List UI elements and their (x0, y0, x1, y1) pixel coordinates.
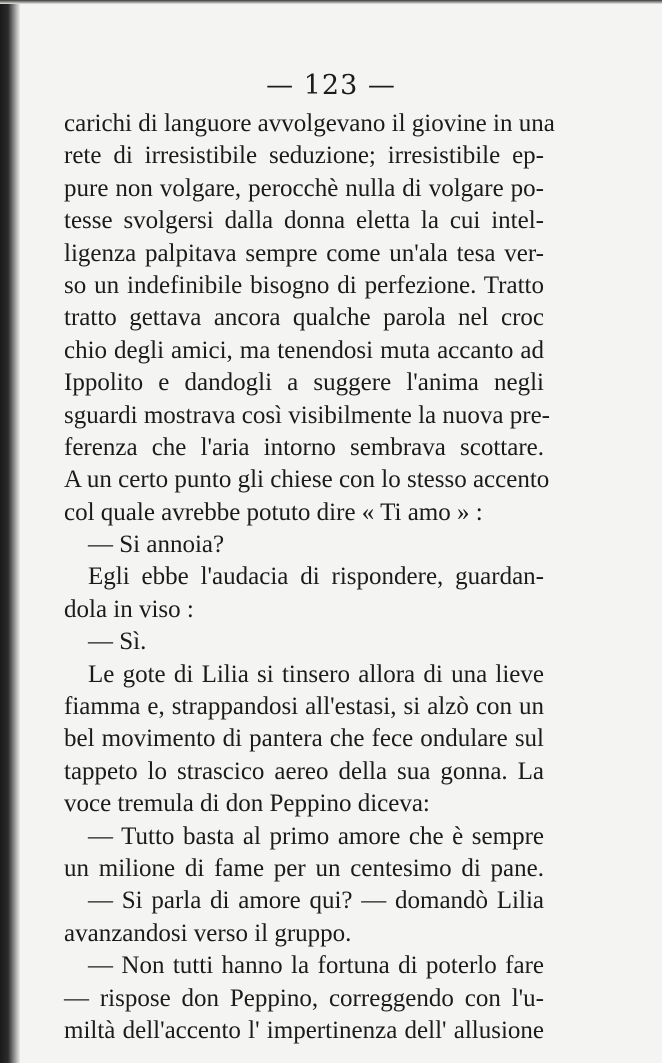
text-line: tratto gettava ancora qualche parola nel croc (64, 304, 544, 332)
text-line: miltà dell'accento l' impertinenza dell' allusione (64, 1016, 544, 1044)
text-line: — Sì. (88, 628, 147, 656)
text-line: ligenza palpitava sempre come un'ala tesa ver- (64, 239, 544, 267)
page-top-edge (0, 0, 662, 4)
text-line: sguardi mostrava così visibilmente la nuova pre- (64, 401, 550, 429)
text-line: — Tutto basta al primo amore che è sempre (88, 822, 544, 850)
text-line: col quale avrebbe potuto dire « Ti amo » : (64, 498, 483, 526)
text-line: — Non tutti hanno la fortuna di poterlo fare (88, 952, 544, 980)
text-line: — Si annoia? (88, 531, 225, 559)
text-line: — Si parla di amore qui? — domandò Lilia (88, 887, 544, 915)
text-line: Le gote di Lilia si tinsero allora di una lieve (88, 660, 544, 688)
text-line: bel movimento di pantera che fece ondulare sul (64, 725, 544, 753)
text-line: so un indefinibile bisogno di perfezione. Tratto (64, 271, 544, 299)
text-line: un milione di fame per un centesimo di pane. (64, 854, 544, 882)
text-line: Ippolito e dandogli a suggere l'anima negli (64, 369, 544, 397)
text-line: ferenza che l'aria intorno sembrava scottare. (64, 433, 544, 461)
text-line: fiamma e, strappandosi all'estasi, si alzò con un (64, 693, 544, 721)
text-line: — rispose don Peppino, correggendo con l'u- (64, 984, 544, 1012)
text-line: voce tremula di don Peppino diceva: (64, 790, 430, 818)
text-line: avanzandosi verso il gruppo. (64, 919, 352, 947)
text-line: Egli ebbe l'audacia di rispondere, guardan- (88, 563, 544, 591)
text-line: carichi di languore avvolgevano il giovine in una (64, 110, 555, 137)
body-text (64, 108, 555, 1047)
text-line: dola in viso : (64, 595, 194, 623)
text-line: A un certo punto gli chiese con lo stesso accento (64, 466, 550, 494)
text-line: rete di irresistibile seduzione; irresistibile ep- (64, 142, 544, 170)
text-line: chio degli amici, ma tenendosi muta accanto ad (64, 336, 544, 364)
text-line: tappeto lo strascico aereo della sua gonna. La (64, 757, 544, 785)
page-number: — 123 — (266, 70, 396, 101)
text-line: pure non volgare, perocchè nulla di volgare po- (64, 174, 544, 202)
book-spine-shadow (0, 0, 20, 1063)
text-line: tesse svolgersi dalla donna eletta la cui intel- (64, 207, 544, 235)
